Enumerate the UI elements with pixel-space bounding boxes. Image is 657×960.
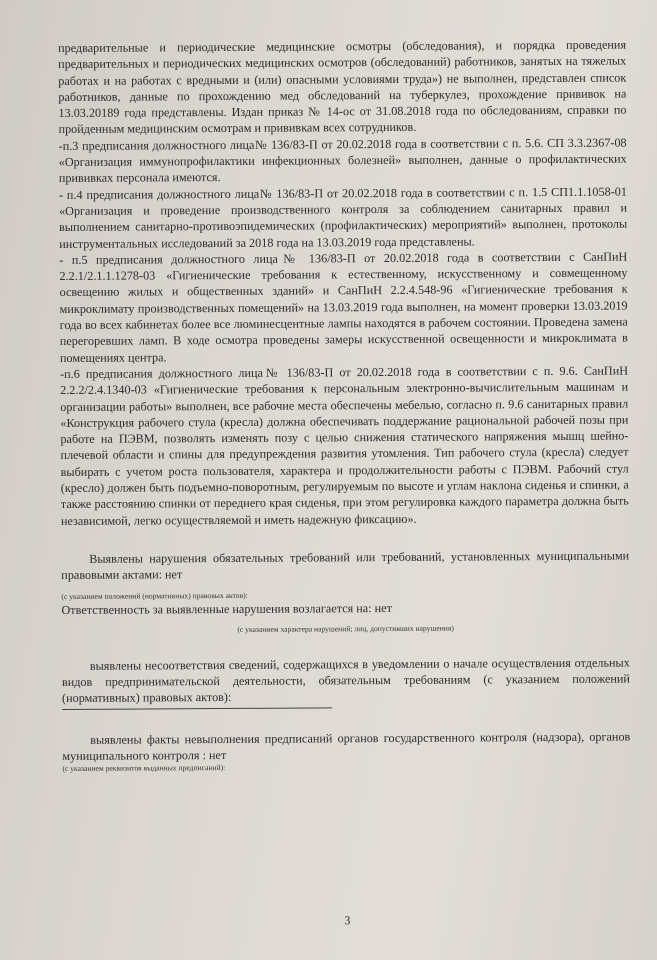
- noncompliance-note: (с указанием реквизитов выданных предписаний):: [62, 763, 226, 774]
- document-page: [58, 37, 631, 928]
- paragraph-item-5: - п.5 предписания должностного лица№ 136/83-П от 20.02.2018 года в соответствии с СанПиН 2.2.1/2.1.1.1278-03 «Гигиенические требования к естественному, искусственному и совмещенному освещению жилых и общественных зданий» и СанПиН 2.2.4.548-96 «Гигиенические требования к микроклимату производственных помещений» на 13.03.2019 года выполнен, на момент проверки 13.03.2019 года во всех кабинетах более все люминесцентные лампы находятся в рабочем состоянии. Проведена замена перегоревших ламп. В ходе осмотра проведены замеры искусственной освещенности и микроклимата в помещениях центра.: [59, 249, 628, 365]
- paragraph-item-4: - п.4 предписания должностного лица№ 136/83-П от 20.02.2018 года в соответствии с п. 1.5 СП1.1.1058-01 «Организация и проведение производственного контроля за соблюдением санитарных правил и выполнением санитарно-противоэпидемических (профилактических) мероприятий» выполнен, протоколы инструментальных исследований за 2018 года на 13.03.2019 года представлены.: [58, 184, 628, 251]
- responsibility-statement: Ответственность за выявленные нарушения возлагается на: нет: [61, 600, 392, 617]
- paragraph-item-3: -п.3 предписания должностного лица№ 136/83-П от 20.02.2018 года в соответствии с п. 5.6. СП 3.3.2367-08 «Организация иммунопрофилактики инфекционных болезней» выполнен, данные о профилактических прививках персонала имеются.: [58, 135, 627, 186]
- violations-statement: Выявлены нарушения обязательных требований или требований, установленных муниципальными правовыми актами: нет: [61, 548, 630, 583]
- violations-note: (с указанием положений (нормативных) правовых актов):: [61, 590, 248, 601]
- inconsistencies-statement: выявлены несоответствия сведений, содержащихся в уведомлении о начале осуществления отдельных видов предпринимательской деятельности, обязательным требованиям (с указанием положений (нормативных) правовых актов):: [61, 655, 630, 706]
- paragraph-item-6: -п.6 предписания должностного лица№ 136/83-П от 20.02.2018 года в соответствии с п. 9.6. СанПиН 2.2.2/2.4.1340-03 «Гигиенические требования к персональным электронно-вычислительным машинам и организации работы» выполнен, все рабочие места обеспечены мебелью, согласно п. 9.6 санитарных правил «Конструкция рабочего стула (кресла) должна обеспечивать поддержание рациональной рабочей позы при работе на ПЭВМ, позволять изменять позу с целью снижения статического напряжения мышц шейно-плечевой области и спины для предупреждения развития утомления. Тип рабочего стула (кресла) следует выбирать с учетом роста пользователя, характера и продолжительности работы с ПЭВМ. Рабочий стул (кресло) должен быть подъемно-поворотным, регулируемым по высоте и углам наклона сиденья и спинки, а также расстоянию спинки от переднего края сиденья, при этом регулировка каждого параметра должна быть независимой, легко осуществляемой и иметь надежную фиксацию».: [59, 363, 629, 528]
- noncompliance-statement: выявлены факты невыполнения предписаний органов государственного контроля (надзора), органов муниципального контроля : нет: [62, 729, 631, 763]
- responsibility-note: (с указанием характера нарушений; лиц, допустивших нарушения): [237, 623, 454, 634]
- page-number: 3: [344, 913, 351, 928]
- paragraph-medical-exams: предварительные и периодические медицинские осмотры (обследования), и порядка проведения предварительных и периодических медицинских осмотров (обследований) работников, занятых на тяжелых работах и на работах с вредными и (или) опасными условиями труда») не выполнен, представлен список работников, данные по прохождению мед обследований на туберкулез, прохождение прививок на 13.03.20189 года представлены. Издан приказ № 14-ос от 31.08.2018 года по обследованиям, справки по пройденным медицинским осмотрам и прививкам всех сотрудников.: [58, 37, 627, 137]
